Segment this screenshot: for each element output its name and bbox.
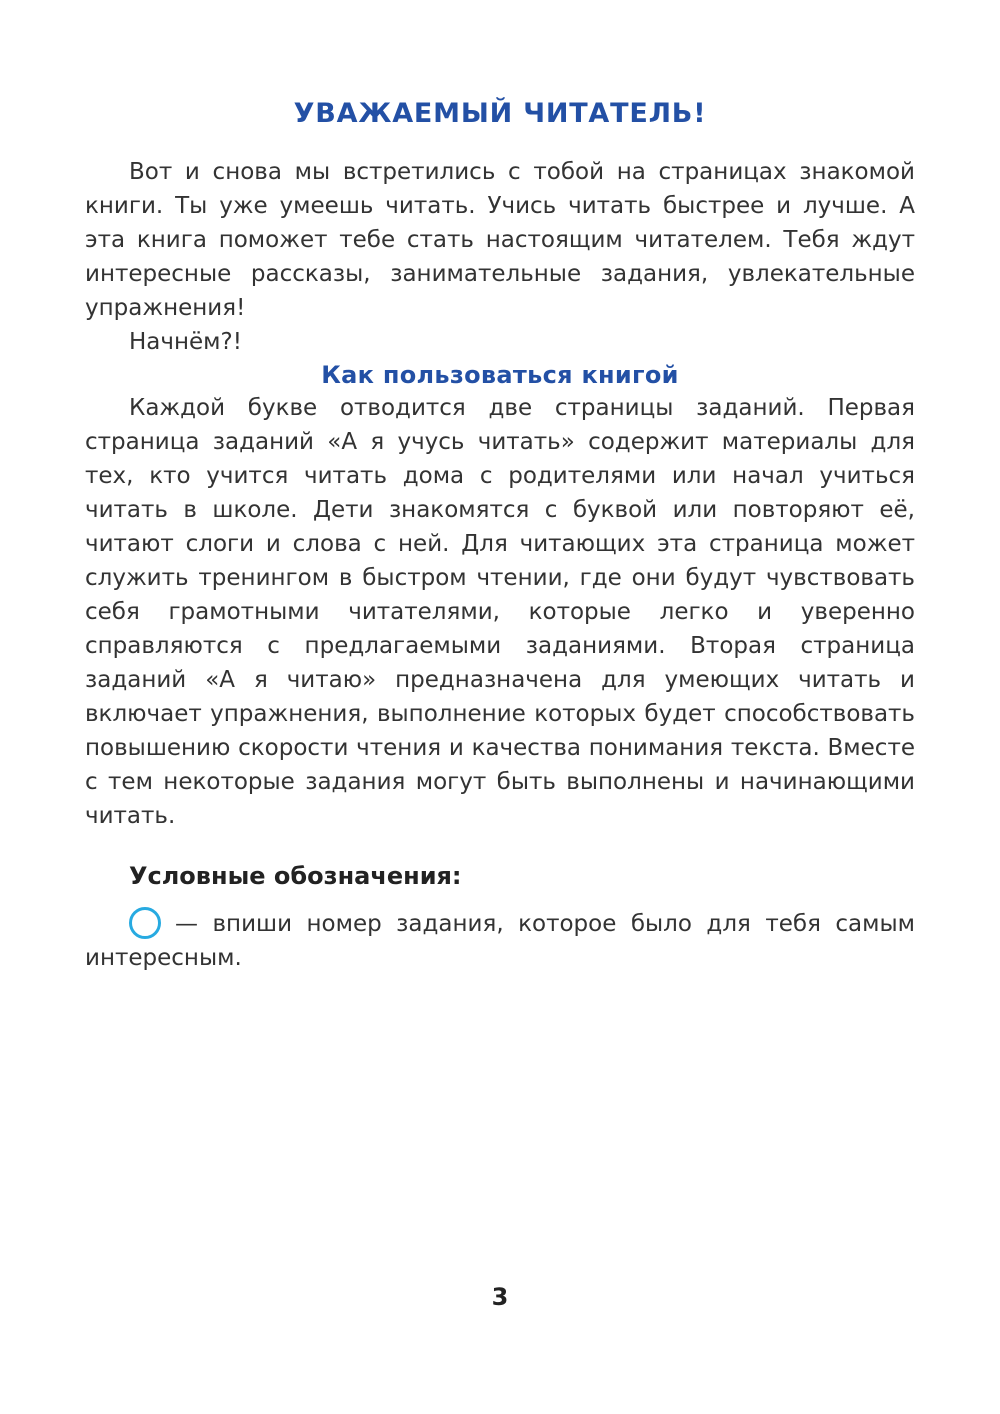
legend-heading: Условные обозначения: <box>129 862 462 890</box>
legend-item <box>85 907 915 975</box>
intro-paragraph-short: Начнём?! <box>129 329 242 355</box>
page-number: 3 <box>491 1283 509 1311</box>
section-title: Как пользоваться книгой <box>321 361 679 389</box>
intro-paragraph: Вот и снова мы встретились с тобой на страницах знакомой книги. Ты уже умеешь читать. Учись читать быстрее и лучше. А эта книга поможет тебе стать настоящим читателем. Тебя ждут интересные рассказы, занимательные задания, увлекательные упражнения! <box>85 159 915 321</box>
legend-item-text: — впиши номер задания, которое было для тебя самым интересным. <box>85 911 915 971</box>
page-title: УВАЖАЕМЫЙ ЧИТАТЕЛЬ! <box>293 98 707 129</box>
empty-circle-icon <box>129 907 161 939</box>
body-paragraph: Каждой букве отводится две страницы заданий. Первая страница заданий «А я учусь читать» содержит материалы для тех, кто учится читать дома с родителями или начал учиться читать в школе. Дети знакомятся с буквой или повторяют её, читают слоги и слова с ней. Для читающих эта страница может служить тренингом в быстром чтении, где они будут чувствовать себя грамотными читателями, которые легко и уверенно справляются с предлагаемыми заданиями. Вторая страница заданий «А я читаю» предназначена для умеющих читать и включает упражнения, выполнение которых будет способствовать повышению скорости чтения и качества понимания текста. Вместе с тем некоторые задания могут быть выполнены и начинающими читать. <box>85 395 915 829</box>
